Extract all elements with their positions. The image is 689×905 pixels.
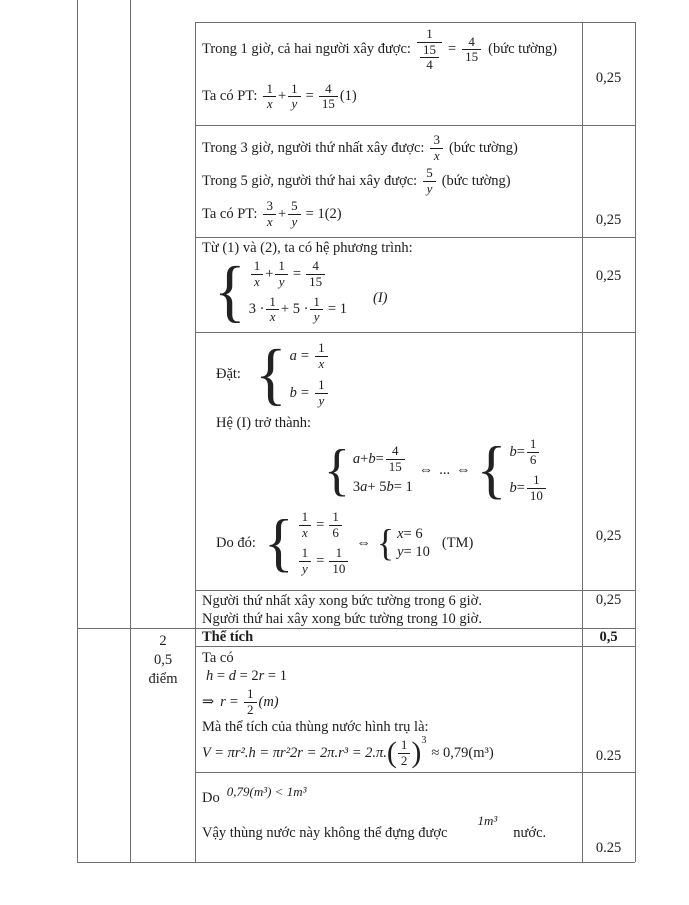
row-border (195, 646, 635, 647)
points-value: 0,25 (595, 592, 622, 608)
left-brace: { (263, 507, 294, 580)
variable: r (220, 693, 226, 710)
iff-arrow: ⇔ (418, 461, 434, 478)
equals-sign: = (292, 265, 302, 282)
plus-sign: + (277, 205, 287, 222)
text: Ta có PT: (202, 88, 258, 105)
equation-system (263, 507, 350, 580)
text: (bức tường) (441, 172, 511, 189)
fraction: $\frac{1}{x}$ (299, 510, 312, 540)
iff-arrow: ⇔ (456, 461, 471, 478)
plus-sign: + (277, 88, 287, 105)
unit: (m) (258, 693, 279, 710)
question-number: 2 (159, 633, 167, 649)
points-value: 0,25 (595, 212, 622, 228)
system-label: (I) (372, 289, 388, 306)
row-border (77, 628, 635, 629)
table-border-outer-left (77, 0, 78, 862)
equation (249, 259, 327, 289)
fraction: $\frac{1}{2}$ (244, 687, 257, 717)
solution-line (202, 133, 518, 163)
equation (290, 341, 330, 371)
solution-row-3 (202, 240, 413, 330)
fraction: $\frac{3}{x}$ (263, 199, 276, 229)
equation: V = πr².h = πr²2r = 2π.r³ = 2.π. ( $\frac{1}{2}$ ) $^3$ ≈ 0,79(m³) (202, 735, 494, 770)
fraction: $\frac{4}{15}$ (319, 82, 338, 112)
text: Trong 1 giờ, cả hai người xây được: (202, 41, 411, 58)
equation-system-row (214, 253, 413, 330)
equation (290, 378, 330, 408)
numerator: 1 (417, 27, 442, 43)
left-brace: { (214, 253, 246, 330)
equation: a + b = $\frac{4}{15}$ (353, 444, 407, 474)
text: Do đó: (216, 534, 256, 551)
formula: V = πr².h = πr²2r = 2π.r³ = 2.π. (202, 744, 387, 761)
table-border-content-left (195, 22, 196, 862)
fraction: $\frac{3}{x}$ (430, 133, 443, 163)
fraction: $\frac{1}{y}$ (315, 378, 328, 408)
equation: x = 6 (397, 525, 423, 542)
fraction: $\frac{1}{x}$ (251, 259, 264, 289)
points-value: 0.25 (595, 748, 622, 764)
equation-system (214, 253, 347, 330)
equation (297, 546, 351, 576)
row-border (195, 125, 635, 126)
solution-line: Từ (1) và (2), ta có hệ phương trình: (202, 240, 413, 256)
solution-row-5 (202, 592, 482, 628)
ellipsis: ... (439, 461, 451, 478)
equation (249, 295, 347, 325)
fraction: $\frac{1}{x}$ (266, 295, 279, 325)
text: Đặt: (216, 366, 241, 383)
inequality: 0,79(m³) < 1m³ (226, 783, 307, 799)
fraction: $\frac{15}{4}$ (420, 43, 439, 73)
satisfies-tag: (TM) (441, 534, 474, 551)
row-border (195, 590, 635, 591)
row-border (195, 332, 635, 333)
fraction: $\frac{5}{y}$ (423, 166, 436, 196)
fraction: $\frac{1}{x}$ (315, 341, 328, 371)
conclusion-line: Người thứ hai xây xong bức tường trong 10 giờ. (202, 611, 482, 627)
text: Do (202, 790, 220, 806)
row-border (195, 772, 635, 773)
equation: h = d = 2r = 1 (206, 668, 287, 684)
text: (bức tường) (448, 139, 518, 156)
fraction: $\frac{1}{y}$ (299, 546, 312, 576)
conclusion-line: Người thứ nhất xây xong bức tường trong 6 giờ. (202, 593, 482, 609)
question-score-unit: điểm (148, 671, 178, 687)
question-score: 0,5 (153, 652, 173, 668)
section-title: Thể tích (202, 629, 254, 645)
equals-sign: = (447, 41, 457, 58)
fraction: $\frac{1}{y}$ (310, 295, 323, 325)
fraction: $\frac{4}{15}$ (462, 35, 481, 65)
solution-line: Mà thể tích của thùng nước hình trụ là: (202, 719, 429, 736)
equation: 3 a + 5 b = 1 (352, 479, 413, 496)
left-brace: { (476, 434, 507, 506)
fraction: $\frac{4}{15}$ (386, 444, 405, 474)
question-label-cell (131, 632, 195, 689)
points-value: 0,25 (595, 268, 622, 284)
solution-line (202, 27, 557, 73)
text: = 1 (327, 301, 347, 318)
table-border-question-col (130, 0, 131, 862)
solution-row-8 (202, 783, 547, 842)
solution-row-7 (202, 650, 494, 768)
equation (297, 510, 344, 540)
solution-line (216, 335, 548, 413)
solution-line (202, 82, 557, 112)
fraction: $\frac{5}{y}$ (288, 199, 301, 229)
raised-value: 1m³ (477, 812, 498, 828)
fraction: $\frac{1}{y}$ (288, 82, 301, 112)
solution-row-1 (202, 27, 557, 112)
table-border-right (635, 22, 636, 862)
variable: b (289, 384, 297, 401)
fraction: $\frac{1}{6}$ (527, 437, 540, 467)
fraction: $\frac{1}{y}$ (275, 259, 288, 289)
equation: b = $\frac{1}{10}$ (509, 473, 547, 503)
solution-row-2 (202, 133, 518, 229)
equation-system (476, 434, 548, 506)
table-border-points-col (582, 22, 583, 862)
text: Vậy thùng nước này không thể đựng được (202, 825, 448, 841)
points-value: 0,25 (595, 528, 622, 544)
text: Ta có PT: (202, 205, 258, 222)
fraction: $\frac{1}{2}$ (398, 738, 411, 768)
left-brace: { (254, 335, 287, 413)
table-border-bottom (77, 862, 635, 863)
left-brace: { (376, 522, 395, 565)
solution-line: Ta có (202, 650, 234, 666)
text: + 5 · (280, 301, 309, 318)
equals-sign: = (316, 516, 325, 533)
text: nước. (513, 825, 547, 841)
equals-sign: = (300, 384, 310, 401)
row-border (195, 22, 635, 23)
implies-arrow: ⇒ (202, 693, 215, 710)
fraction (417, 27, 442, 73)
equation: b = $\frac{1}{6}$ (509, 437, 541, 467)
text: (bức tường) (488, 41, 558, 58)
equation-system (324, 438, 413, 502)
formula: ≈ 0,79(m³) (431, 744, 494, 761)
solution-line: Hệ (I) trở thành: (216, 415, 312, 432)
equals-sign: = (316, 553, 325, 570)
text: 3 · (248, 301, 265, 318)
left-brace: { (324, 438, 350, 502)
text: = 1(2) (305, 205, 342, 222)
fraction: $\frac{1}{x}$ (263, 82, 276, 112)
text: Trong 5 giờ, người thứ hai xây được: (202, 172, 418, 189)
fraction: $\frac{1}{6}$ (329, 510, 342, 540)
row-border (195, 237, 635, 238)
solution-row-4 (216, 335, 548, 580)
equation: y = 10 (397, 543, 430, 560)
equation-tag: (1) (339, 88, 357, 105)
equation-system (376, 522, 430, 565)
iff-arrow: ⇔ (356, 534, 371, 551)
equals-sign: = (229, 693, 238, 710)
variable: a (289, 347, 297, 364)
equation (202, 687, 494, 717)
fraction: $\frac{1}{10}$ (527, 473, 546, 503)
points-value: 0,5 (599, 629, 618, 645)
solution-line (202, 783, 546, 807)
text: Trong 3 giờ, người thứ nhất xây được: (202, 139, 425, 156)
solution-line (202, 166, 518, 196)
denominator (417, 43, 442, 73)
plus-sign: + (265, 265, 274, 282)
fraction: $\frac{4}{15}$ (306, 259, 325, 289)
solution-line (202, 199, 518, 229)
fraction: $\frac{1}{10}$ (329, 546, 348, 576)
equation-system-row (324, 434, 548, 506)
equals-sign: = (305, 88, 314, 105)
equals-sign: = (300, 347, 310, 364)
points-value: 0.25 (595, 840, 622, 856)
conclusion-line (202, 812, 547, 842)
equation-system (254, 335, 330, 413)
points-value: 0,25 (595, 70, 622, 86)
solution-line (216, 507, 548, 580)
